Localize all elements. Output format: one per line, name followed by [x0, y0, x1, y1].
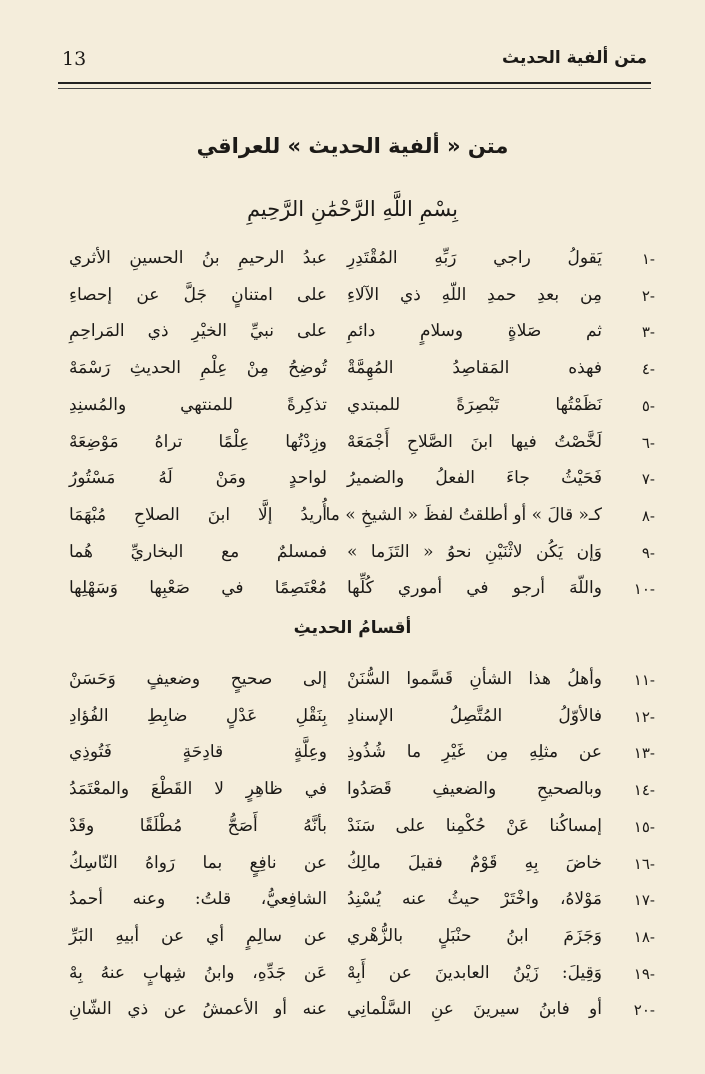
verse-second-hemistich: عَن جَدِّهِ، وابنُ شِهابٍ عنهُ بِهْ	[69, 963, 327, 983]
verse-first-hemistich: لَخَّصْتُ فيها ابنَ الصَّلاحِ أَجْمَعَهْ	[347, 432, 602, 452]
verse-row	[0, 391, 705, 425]
verse-first-hemistich: فهذه المَقاصِدُ المُهِمَّةْ	[347, 358, 602, 378]
verse-number: -٣	[641, 323, 655, 341]
verse-row	[0, 995, 705, 1029]
verse-second-hemistich: فمسلمٌ مع البخاريِّ هُما	[69, 542, 327, 562]
verse-first-hemistich: وَقِيلَ: زَيْنُ العابدينَ عن أَبِهْ	[347, 963, 602, 983]
verse-row	[0, 885, 705, 919]
verse-second-hemistich: في ظاهِرٍ لا القَطْعَ والمعْتَمَدُ	[69, 779, 327, 799]
verse-row	[0, 574, 705, 608]
verse-row	[0, 244, 705, 278]
verse-second-hemistich: إلى صحيحٍ وضعيفٍ وَحَسَنْ	[69, 669, 327, 689]
verse-number: -٧	[641, 470, 655, 488]
verse-first-hemistich: وأهلُ هذا الشأنِ قَسَّموا السُّنَنْ	[347, 669, 602, 689]
verse-second-hemistich: عنه أو الأعمشُ عن ذي الشّانِ	[69, 999, 327, 1019]
running-title: متن ألفية الحديث	[502, 48, 647, 68]
verse-first-hemistich: مَوْلاهُ، واخْتَرْ حيثُ عنه يُسْنِدُ	[347, 889, 602, 909]
verse-second-hemistich: مُعْتَصِمًا في صَعْبِها وَسَهْلِها	[69, 578, 327, 598]
verse-number: -٨	[641, 507, 655, 525]
verse-number: -١٧	[633, 891, 655, 909]
verse-second-hemistich: بأنَّهُ أَصَحُّ مُطْلَقًا وقَدْ	[69, 816, 327, 836]
page-number: 13	[62, 48, 87, 70]
verse-second-hemistich: وزِدْتُها عِلْمًا تراهُ مَوْضِعَهْ	[69, 432, 327, 452]
verse-number: -١٤	[633, 781, 655, 799]
verse-row	[0, 665, 705, 699]
header-rule-thick	[58, 82, 651, 84]
verse-second-hemistich: بِنَقْلِ عَدْلٍ ضابِطِ الفُؤادِ	[69, 706, 327, 726]
verse-row	[0, 812, 705, 846]
verse-number: -١٩	[633, 965, 655, 983]
verse-row	[0, 281, 705, 315]
verse-first-hemistich: وبالصحيحِ والضعيفِ قَصَدُوا	[347, 779, 602, 799]
verse-second-hemistich: عن نافِعٍ بما رَواهُ النّاسِكُ	[69, 853, 327, 873]
verse-number: -٥	[641, 397, 655, 415]
verse-second-hemistich: الشافِعيُّ، قلتُ: وعنه أحمدُ	[69, 889, 327, 909]
verse-row	[0, 501, 705, 535]
verse-row	[0, 464, 705, 498]
verse-number: -١٠	[633, 580, 655, 598]
verse-second-hemistich: عن سالِمٍ أي عن أبيهِ البَرِّ	[69, 926, 327, 946]
verse-first-hemistich: خاضَ بِهِ قَوْمٌ فقيلَ مالِكُ	[347, 853, 602, 873]
section-title: أقسامُ الحديثِ	[293, 618, 412, 638]
verse-row	[0, 849, 705, 883]
verse-second-hemistich: وعِلَّةٍ قادِحَةٍ فَتُوذِي	[69, 742, 327, 762]
verse-first-hemistich: مِن بعدِ حمدِ اللّهِ ذي الآلاءِ	[347, 285, 602, 305]
verse-row	[0, 959, 705, 993]
verse-second-hemistich: أُريدُ إلَّا ابنَ الصلاحِ مُبْهَمَا	[69, 505, 327, 525]
verse-number: -١٢	[633, 708, 655, 726]
header-rule-thin	[58, 88, 651, 89]
verse-first-hemistich: فالأوّلُ المُتَّصِلُ الإسنادِ	[347, 706, 602, 726]
verse-second-hemistich: على نبيِّ الخيْرِ ذي المَراحِمِ	[69, 321, 327, 341]
verse-first-hemistich: وَجَزَمَ ابنُ حنْبَلٍ بالزُّهْري	[347, 926, 602, 946]
verse-row	[0, 738, 705, 772]
verse-number: -٢	[641, 287, 655, 305]
verse-row	[0, 317, 705, 351]
verse-first-hemistich: يَقولُ راجي رَبِّهِ المُقْتَدِرِ	[347, 248, 602, 268]
verse-number: -١٨	[633, 928, 655, 946]
verse-row	[0, 702, 705, 736]
verse-first-hemistich: عن مثلِهِ مِن غَيْرِ ما شُذُوذِ	[347, 742, 602, 762]
verse-second-hemistich: تذكِرةً للمنتهي والمُسنِدِ	[69, 395, 327, 415]
verse-number: -٢٠	[633, 1001, 655, 1019]
verse-second-hemistich: تُوضِحُ مِنْ عِلْمِ الحديثِ رَسْمَهْ	[69, 358, 327, 378]
verse-number: -١١	[633, 671, 655, 689]
verse-second-hemistich: لواحدٍ ومَنْ لَهُ مَسْتُورُ	[69, 468, 327, 488]
verse-first-hemistich: واللّهَ أرجو في أموري كُلِّها	[347, 578, 602, 598]
verse-number: -٩	[641, 544, 655, 562]
verse-number: -١	[641, 250, 655, 268]
basmala: بِسْمِ اللَّهِ الرَّحْمَٰنِ الرَّحِيمِ	[246, 197, 459, 221]
verse-row	[0, 428, 705, 462]
verse-first-hemistich: وَإن يَكُن لاثْنَيْنِ نحوُ « التَزَما »	[347, 542, 602, 562]
verse-first-hemistich: ثم صَلاةٍ وسلامٍ دائمِ	[347, 321, 602, 341]
verse-second-hemistich: على امتنانٍ جَلَّ عن إحصاءِ	[69, 285, 327, 305]
verse-second-hemistich: عبدُ الرحيمِ بنُ الحسينِ الأثري	[69, 248, 327, 268]
page-title: متن « ألفية الحديث » للعراقي	[196, 134, 509, 158]
verse-first-hemistich: إمساكُنا عَنْ حُكْمِنا على سَنَدْ	[347, 816, 602, 836]
verse-first-hemistich: كـ« قالَ » أو أطلقتُ لفظَ « الشيخِ » ما	[325, 505, 602, 525]
running-header	[58, 48, 647, 78]
verse-number: -١٦	[633, 855, 655, 873]
verse-row	[0, 354, 705, 388]
verse-row	[0, 775, 705, 809]
verse-number: -٤	[641, 360, 655, 378]
verse-row	[0, 922, 705, 956]
verse-first-hemistich: أو فابنُ سيرينَ عنِ السَّلْمانِي	[347, 999, 602, 1019]
verse-first-hemistich: نَظَمْتُها تَبْصِرَةً للمبتدي	[347, 395, 602, 415]
verse-number: -٦	[641, 434, 655, 452]
verse-first-hemistich: فَحَيْثُ جاءَ الفعلُ والضميرُ	[347, 468, 602, 488]
verse-row	[0, 538, 705, 572]
verse-number: -١٥	[633, 818, 655, 836]
verse-number: -١٣	[633, 744, 655, 762]
